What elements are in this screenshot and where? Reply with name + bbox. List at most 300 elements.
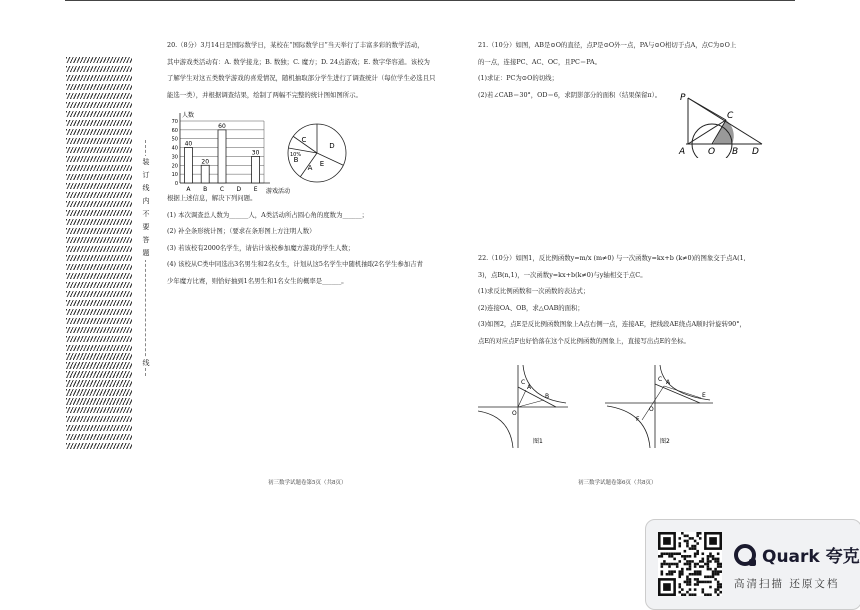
line-pc — [688, 98, 726, 120]
q22-line: (3)如图2，点E是反比例函数图象上A点右侧一点，连接AE，把线段AE绕点A顺时针旋转90°， — [478, 320, 746, 328]
qr-module — [686, 542, 689, 545]
qr-module — [689, 547, 692, 550]
qr-module — [696, 532, 699, 535]
qr-module — [696, 570, 699, 573]
qr-module — [709, 560, 712, 563]
qr-module — [676, 565, 679, 568]
fig2-label-a: A — [666, 379, 671, 386]
q20-part-4: (4) 该校从C类中同选出3名男生和2名女生，计划从这5名学生中随机抽取2名学生参加吉青 — [167, 260, 423, 268]
fig2-label-o: O — [649, 406, 654, 413]
q21-line: 的一点，连接PC、AC、OC，且PC＝PA。 — [478, 57, 602, 66]
qr-module — [684, 535, 687, 538]
y-tick-label: 30 — [171, 154, 178, 161]
qr-module — [686, 578, 689, 581]
pie-label-a: A — [307, 164, 313, 172]
qr-module — [689, 560, 692, 563]
qr-module — [709, 593, 712, 596]
binding-hatch-row — [66, 120, 132, 126]
qr-module — [673, 558, 676, 561]
binding-hatch-row — [66, 129, 132, 135]
binding-hatch-row — [66, 434, 132, 440]
qr-module — [719, 563, 722, 566]
qr-module — [684, 563, 687, 566]
qr-module — [681, 532, 684, 535]
qr-module — [694, 578, 697, 581]
qr-module — [717, 560, 720, 563]
qr-module — [661, 573, 664, 576]
qr-module — [691, 547, 694, 550]
y-axis-label: 人数 — [182, 112, 195, 119]
pie-label-b: B — [293, 156, 299, 164]
qr-module — [719, 586, 722, 589]
qr-module — [717, 570, 720, 573]
seal-end-char: 线 — [139, 358, 153, 368]
qr-module — [707, 555, 710, 558]
y-tick-label: 40 — [171, 145, 178, 152]
function-graph-figure-2 — [605, 360, 715, 450]
question-20 — [167, 37, 435, 103]
qr-module — [707, 563, 710, 566]
quark-logo — [734, 542, 860, 567]
bar-e — [252, 156, 260, 183]
q22-line: (2)连接OA、OB，求△OAB的面积； — [478, 303, 584, 312]
seal-char: 订 — [142, 171, 150, 179]
q21-line: (1)求证：PC为⊙O的切线； — [478, 74, 558, 82]
qr-module — [681, 555, 684, 558]
fig1-caption: 图1 — [533, 438, 543, 445]
qr-module — [696, 550, 699, 553]
qr-module — [689, 568, 692, 571]
segment-oa — [518, 390, 526, 407]
qr-module — [704, 563, 707, 566]
page-footer-left: 初三数学试题卷第5页（共8页） — [268, 480, 347, 486]
qr-module — [678, 537, 681, 540]
q21-line: (2)若∠CAB＝30°，OD＝6，求阴影部分的面积（结果保留π）。 — [478, 90, 662, 99]
seal-char: 不 — [142, 210, 150, 218]
qr-module — [658, 555, 661, 558]
binding-hatch-row — [66, 300, 132, 306]
qr-module — [668, 563, 671, 566]
qr-module — [702, 565, 705, 568]
binding-hatch-row — [66, 336, 132, 342]
qr-module — [678, 576, 681, 579]
qr-module — [719, 565, 722, 568]
function-graph-figure-1 — [478, 360, 570, 450]
fig2-label-f: F — [636, 416, 640, 423]
qr-module — [686, 568, 689, 571]
label-c: C — [727, 111, 734, 121]
qr-module — [691, 545, 694, 548]
quark-name: Quark 夸克 — [762, 547, 860, 567]
qr-module — [709, 581, 712, 584]
q20-lead: 根据上述信息，解决下列问题。 — [167, 194, 257, 202]
seal-char: 线 — [142, 184, 150, 192]
qr-module — [709, 576, 712, 579]
qr-module — [661, 552, 664, 555]
qr-module — [686, 540, 689, 543]
qr-module — [699, 537, 702, 540]
qr-module — [678, 586, 681, 589]
qr-module — [689, 563, 692, 566]
qr-module — [689, 573, 692, 576]
qr-module — [678, 591, 681, 594]
qr-module — [678, 542, 681, 545]
qr-finder-pattern — [663, 537, 671, 545]
qr-module — [714, 570, 717, 573]
qr-module — [707, 593, 710, 596]
qr-module — [714, 591, 717, 594]
qr-module — [702, 560, 705, 563]
binding-hatch-row — [66, 84, 132, 90]
qr-module — [684, 593, 687, 596]
qr-module — [702, 591, 705, 594]
qr-module — [673, 563, 676, 566]
binding-hatch-row — [66, 237, 132, 243]
bar-value-label: 60 — [218, 122, 226, 130]
qr-module — [689, 581, 692, 584]
qr-module — [673, 570, 676, 573]
line-kx-b — [655, 384, 700, 403]
label-b: B — [732, 147, 739, 157]
qr-module — [684, 558, 687, 561]
x-tick-label: A — [186, 186, 191, 193]
fig2-label-c: C — [658, 376, 663, 383]
qr-module — [709, 552, 712, 555]
qr-module — [702, 588, 705, 591]
qr-module — [696, 563, 699, 566]
qr-module — [696, 535, 699, 538]
qr-module — [696, 552, 699, 555]
binding-hatch-row — [66, 318, 132, 324]
bar-value-label: 30 — [251, 149, 260, 157]
qr-module — [663, 560, 666, 563]
fig2-label-e: E — [702, 392, 706, 399]
q22-line: 3)，点B(n,1)，一次函数y=kx+b(k≠0)与y轴相交于点C。 — [478, 270, 647, 279]
binding-hatch-row — [66, 66, 132, 72]
segment-ob — [518, 400, 544, 407]
qr-module — [712, 555, 715, 558]
fig1-label-b: B — [545, 393, 550, 400]
pie-chart — [282, 118, 352, 188]
qr-module — [694, 545, 697, 548]
question-20-parts — [167, 190, 423, 289]
qr-module — [689, 588, 692, 591]
qr-module — [676, 552, 679, 555]
binding-hatch-row — [66, 174, 132, 180]
q20-part-2: (2) 补全条形统计图；（要求在条形图上方注明人数） — [167, 227, 316, 235]
qr-module — [717, 588, 720, 591]
qr-module — [684, 555, 687, 558]
qr-code[interactable] — [658, 532, 722, 596]
qr-module — [712, 558, 715, 561]
binding-hatch-row — [66, 345, 132, 351]
qr-module — [686, 535, 689, 538]
qr-module — [719, 583, 722, 586]
qr-module — [666, 563, 669, 566]
segment-ae — [664, 386, 701, 398]
qr-module — [717, 583, 720, 586]
fig1-label-o: O — [512, 410, 517, 417]
qr-module — [699, 532, 702, 535]
y-tick-label: 0 — [174, 181, 178, 187]
quark-icon — [734, 544, 756, 566]
qr-module — [699, 560, 702, 563]
binding-hatch-row — [66, 273, 132, 279]
qr-module — [686, 576, 689, 579]
qr-module — [712, 570, 715, 573]
qr-module — [702, 558, 705, 561]
qr-module — [681, 570, 684, 573]
q20-line: 其中游戏类活动有：A. 数学接龙；B. 数独；C. 魔方；D. 24点游戏；E. 数字华容道。该校为 — [167, 57, 430, 66]
binding-hatch-row — [66, 425, 132, 431]
label-d: D — [752, 147, 759, 157]
qr-module — [689, 537, 692, 540]
qr-module — [714, 568, 717, 571]
qr-module — [666, 573, 669, 576]
qr-module — [671, 552, 674, 555]
qr-module — [678, 545, 681, 548]
qr-module — [714, 573, 717, 576]
qr-module — [712, 576, 715, 579]
binding-hatch-row — [66, 147, 132, 153]
quark-tagline: 高清扫描 还原文档 — [734, 578, 840, 590]
qr-module — [686, 545, 689, 548]
binding-hatch-row — [66, 353, 132, 359]
qr-module — [694, 552, 697, 555]
qr-module — [681, 568, 684, 571]
qr-module — [686, 583, 689, 586]
line-kx-b — [518, 387, 556, 407]
page-footer-right: 初三数学试题卷第6页（共8页） — [578, 480, 657, 486]
qr-module — [717, 581, 720, 584]
qr-module — [668, 565, 671, 568]
label-o: O — [708, 147, 716, 157]
binding-hatch-row — [66, 156, 132, 162]
qr-module — [694, 588, 697, 591]
seal-char: 答 — [142, 236, 150, 244]
qr-module — [661, 563, 664, 566]
binding-hatch-row — [66, 75, 132, 81]
binding-hatch-row — [66, 246, 132, 252]
qr-module — [694, 573, 697, 576]
qr-module — [668, 552, 671, 555]
qr-module — [691, 573, 694, 576]
qr-module — [709, 586, 712, 589]
qr-module — [717, 558, 720, 561]
y-tick-label: 70 — [171, 119, 178, 125]
bar-value-label: 40 — [184, 140, 193, 148]
label-a: A — [679, 147, 686, 157]
qr-module — [707, 576, 710, 579]
qr-module — [717, 565, 720, 568]
qr-module — [719, 570, 722, 573]
qr-module — [694, 570, 697, 573]
qr-module — [691, 593, 694, 596]
x-tick-label: E — [253, 186, 258, 193]
qr-module — [707, 568, 710, 571]
pie-label-c: C — [301, 136, 307, 144]
qr-module — [684, 540, 687, 543]
y-tick-label: 60 — [171, 127, 178, 134]
binding-hatch-row — [66, 362, 132, 368]
qr-module — [699, 581, 702, 584]
qr-module — [694, 583, 697, 586]
qr-module — [689, 583, 692, 586]
x-tick-label: C — [219, 186, 225, 193]
binding-hatch-row — [66, 380, 132, 386]
binding-hatch-row — [66, 389, 132, 395]
qr-module — [678, 573, 681, 576]
fig1-label-c: C — [521, 379, 526, 386]
pie-label-d: D — [329, 142, 335, 150]
qr-module — [673, 552, 676, 555]
binding-hatch-row — [66, 138, 132, 144]
q22-line: (1)求反比例函数和一次函数的表达式； — [478, 287, 590, 295]
binding-hatch-row — [66, 398, 132, 404]
hyperbola-q3 — [478, 411, 513, 448]
q20-line: 了解学生对这五类数学游戏的喜爱情况，随机抽取部分学生进行了调查统计（每位学生必选且只 — [167, 74, 436, 82]
qr-module — [686, 563, 689, 566]
bar-b — [201, 165, 209, 183]
qr-module — [668, 573, 671, 576]
qr-module — [699, 570, 702, 573]
qr-module — [699, 573, 702, 576]
quark-scan-card[interactable] — [645, 519, 860, 610]
qr-module — [707, 565, 710, 568]
qr-module — [694, 563, 697, 566]
qr-module — [707, 560, 710, 563]
qr-module — [696, 573, 699, 576]
binding-margin — [66, 57, 132, 455]
y-tick-label: 10 — [171, 172, 178, 179]
fig1-label-a: A — [527, 384, 532, 391]
binding-hatch-row — [66, 407, 132, 413]
qr-module — [686, 581, 689, 584]
qr-module — [686, 560, 689, 563]
bar-value-label: 20 — [201, 158, 210, 166]
qr-module — [714, 578, 717, 581]
qr-module — [678, 583, 681, 586]
qr-module — [668, 555, 671, 558]
binding-hatch-row — [66, 327, 132, 333]
qr-module — [694, 547, 697, 550]
seal-text — [139, 156, 153, 260]
qr-module — [717, 593, 720, 596]
bar-a — [184, 148, 192, 183]
binding-hatch-row — [66, 102, 132, 108]
qr-module — [699, 565, 702, 568]
qr-module — [696, 578, 699, 581]
label-p: P — [680, 93, 686, 103]
question-22 — [478, 250, 746, 349]
binding-hatch-row — [66, 443, 132, 449]
binding-hatch-row — [66, 219, 132, 225]
qr-module — [694, 555, 697, 558]
qr-module — [678, 570, 681, 573]
qr-module — [681, 573, 684, 576]
q20-part-4-cont: 少年魔方比赛，则恰好抽到1名男生和1名女生的概率是______。 — [167, 276, 348, 285]
qr-module — [661, 565, 664, 568]
qr-module — [666, 552, 669, 555]
q22-line: 22.（10分）如图1，反比例函数y=m/x (m≠0) 与一次函数y=kx+b (k≠0)的图象交于点A(1, — [478, 254, 746, 262]
x-axis-label: 游戏活动 — [266, 188, 291, 195]
qr-module — [684, 581, 687, 584]
qr-module — [668, 570, 671, 573]
qr-module — [702, 581, 705, 584]
qr-module — [714, 588, 717, 591]
binding-hatch-row — [66, 282, 132, 288]
qr-module — [704, 576, 707, 579]
qr-module — [663, 563, 666, 566]
q20-line: 能选一类），并根据调查结果，绘制了两幅不完整的统计图如图所示。 — [167, 90, 362, 99]
qr-module — [686, 555, 689, 558]
bar-c — [218, 130, 226, 183]
binding-hatch-row — [66, 371, 132, 377]
qr-module — [717, 573, 720, 576]
qr-module — [719, 591, 722, 594]
qr-module — [717, 552, 720, 555]
qr-module — [694, 565, 697, 568]
pie-annotation: 10% — [290, 152, 302, 158]
qr-module — [712, 573, 715, 576]
qr-module — [714, 560, 717, 563]
binding-hatch-row — [66, 57, 132, 63]
q20-part-3: (3) 若该校有2000名学生，请估计该校参加魔方游戏的学生人数； — [167, 243, 355, 252]
qr-module — [678, 552, 681, 555]
q22-line: 点E的对应点F也好恰落在这个反比例函数的图象上，直接写出点E的坐标。 — [478, 336, 690, 345]
qr-module — [696, 583, 699, 586]
qr-module — [661, 570, 664, 573]
qr-module — [696, 542, 699, 545]
qr-module — [717, 586, 720, 589]
qr-module — [671, 563, 674, 566]
qr-module — [689, 555, 692, 558]
fig2-caption: 图2 — [660, 438, 670, 445]
seal-char: 装 — [142, 158, 150, 166]
qr-module — [663, 552, 666, 555]
y-tick-label: 50 — [171, 136, 178, 143]
qr-module — [678, 560, 681, 563]
qr-module — [691, 560, 694, 563]
qr-module — [671, 573, 674, 576]
qr-module — [689, 593, 692, 596]
y-tick-label: 20 — [171, 163, 178, 170]
qr-module — [696, 581, 699, 584]
qr-module — [707, 581, 710, 584]
qr-module — [709, 555, 712, 558]
qr-module — [689, 565, 692, 568]
qr-module — [702, 552, 705, 555]
qr-module — [661, 555, 664, 558]
qr-module — [686, 591, 689, 594]
binding-hatch-row — [66, 228, 132, 234]
qr-module — [691, 537, 694, 540]
qr-module — [676, 563, 679, 566]
x-tick-label: B — [203, 186, 208, 193]
qr-module — [704, 593, 707, 596]
qr-module — [694, 540, 697, 543]
pie-label-e: E — [319, 160, 325, 168]
qr-module — [709, 568, 712, 571]
binding-hatch-row — [66, 309, 132, 315]
binding-hatch-row — [66, 165, 132, 171]
seal-char: 题 — [142, 249, 150, 257]
seal-char: 内 — [142, 197, 150, 205]
x-tick-label: D — [236, 186, 242, 193]
binding-hatch-row — [66, 264, 132, 270]
top-rule — [65, 0, 795, 1]
q21-line: 21.（10分）如图，AB是⊙O的直径，点P是⊙O外一点，PA与⊙O相切于点A，点C为⊙O上 — [478, 41, 737, 49]
